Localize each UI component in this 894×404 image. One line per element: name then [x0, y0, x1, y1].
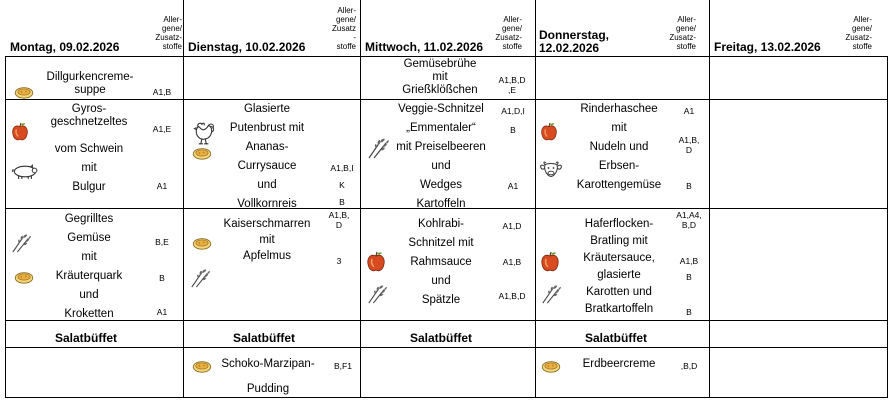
allergen-col-header — [476, 15, 522, 51]
meal-line: Karotten und — [586, 286, 652, 298]
allergen-code: A1,E — [152, 124, 172, 134]
meal-line: Kaiserschmarren — [223, 218, 311, 230]
allergen-code — [672, 135, 706, 155]
allergen-code: B — [159, 273, 165, 283]
meal-line: und — [257, 179, 277, 191]
cheese-icon — [13, 270, 35, 284]
allergen-header-line: - — [353, 33, 356, 42]
meal-line: Ananas- — [245, 141, 289, 153]
meal-line: Bulgur — [72, 181, 106, 193]
allergen-header-line: stoffe — [676, 42, 696, 51]
meal-line: mit — [81, 251, 97, 263]
allergen-code: A1,B — [679, 256, 699, 266]
meal-text — [34, 103, 144, 129]
meal-line: und — [79, 289, 99, 301]
cheese-icon — [191, 359, 213, 373]
allergen-code: A1 — [156, 307, 168, 317]
cheese-icon — [540, 359, 562, 373]
allergen-header-line: gene/ — [851, 24, 872, 33]
day-header-line: Donnerstag, — [539, 28, 610, 42]
meal-line: Erbsen- — [598, 160, 640, 172]
wheat-icon — [189, 268, 211, 288]
meal-line: Gyros- — [71, 103, 107, 115]
meal-line: Wedges — [420, 179, 462, 191]
meal-line: Glasierte — [243, 103, 291, 115]
meal-text — [385, 218, 497, 307]
allergen-code: A1 — [507, 181, 519, 191]
allergen-code: A1,B,D — [498, 291, 526, 301]
meal-line: Karottengemüse — [576, 179, 662, 191]
allergen-header-line: Aller- — [337, 6, 356, 15]
apple-icon — [366, 251, 386, 273]
day-header-mo: Montag, 09.02.2026 — [10, 40, 120, 54]
meal-text — [380, 58, 500, 97]
meal-line: mit — [611, 122, 627, 134]
allergen-header-line: Zusatz — [331, 24, 356, 33]
cheese-icon — [191, 146, 213, 160]
allergen-header-line: Zusatz- — [845, 33, 872, 42]
allergen-code: ,B,D — [680, 361, 698, 371]
allergen-line: D — [335, 220, 343, 230]
allergen-col-header — [136, 15, 182, 51]
meal-line: Erdbeercreme — [582, 358, 656, 370]
allergen-header-line: stoffe — [162, 42, 182, 51]
allergen-header-line: gene/ — [161, 24, 182, 33]
day-header-line: 12.02.2026 — [539, 41, 600, 55]
allergen-col-header — [650, 15, 696, 51]
meal-line: Vollkornreis — [237, 198, 297, 210]
allergen-line: A1,D,I — [501, 106, 525, 116]
allergen-line: B — [510, 125, 516, 135]
meal-line: Haferflocken- — [584, 218, 654, 230]
salad-label: Salatbüffet — [584, 331, 647, 345]
meal-line: Schoko-Marzipan- — [221, 358, 315, 370]
meal-line: glasierte — [597, 269, 641, 281]
allergen-code: B — [686, 181, 692, 191]
allergen-code: B,E — [155, 237, 169, 247]
meal-line: Dillgurkencreme- — [46, 71, 134, 83]
meal-line: Rahmsauce — [410, 256, 472, 268]
meal-line: Kohlrabi- — [417, 218, 465, 230]
salad-label: Salatbüffet — [54, 331, 117, 345]
meal-text — [34, 213, 144, 321]
meal-line: Gemüsebrühe — [403, 58, 477, 70]
allergen-code: B,F1 — [334, 361, 352, 371]
allergen-col-header — [826, 15, 872, 51]
allergen-header-line: gene/ — [675, 24, 696, 33]
allergen-code — [496, 106, 530, 135]
allergen-header-line: Aller- — [503, 15, 522, 24]
allergen-line: K — [339, 180, 345, 190]
allergen-line: A1,B,D — [498, 75, 526, 85]
day-header-do — [539, 29, 609, 55]
salad-label: Salatbüffet — [232, 331, 295, 345]
allergen-line: D — [685, 145, 693, 155]
allergen-line: B,D — [681, 220, 697, 230]
allergen-code: 3 — [336, 256, 342, 266]
meal-line: Kräuterquark — [55, 270, 123, 282]
grid-h-line — [5, 397, 888, 398]
apple-icon — [11, 122, 29, 142]
grid-v-line — [709, 0, 710, 398]
meal-line: Grießklößchen — [402, 84, 478, 96]
allergen-header-line: Zusatz- — [155, 33, 182, 42]
apple-icon — [540, 251, 560, 273]
cheese-icon — [191, 236, 213, 250]
allergen-line: A1,A4, — [676, 210, 702, 220]
allergen-code: A1 — [683, 106, 695, 116]
meal-text — [563, 103, 675, 192]
meal-line: Kräutersauce, — [583, 252, 655, 264]
allergen-line: A1,B, — [328, 210, 350, 220]
meal-line: geschnetzeltes — [50, 116, 128, 128]
allergen-header-line: gene/ — [335, 15, 356, 24]
meal-line: und — [431, 275, 451, 287]
allergen-code — [325, 163, 359, 207]
allergen-header-line: Zusatz- — [669, 33, 696, 42]
meal-line: Spätzle — [421, 294, 461, 306]
meal-text — [212, 218, 322, 263]
meal-line: Pudding — [246, 383, 290, 395]
apple-icon — [540, 122, 558, 142]
allergen-line: A1,B,I — [330, 163, 354, 173]
cow-icon — [538, 160, 564, 178]
allergen-header-line: Aller- — [853, 15, 872, 24]
grid-h-line — [5, 347, 888, 348]
allergen-code — [671, 210, 707, 230]
meal-text — [212, 358, 324, 396]
meal-line: Bratkartoffeln — [584, 303, 654, 315]
wheat-icon — [10, 233, 32, 253]
day-header-mi: Mittwoch, 11.02.2026 — [365, 40, 484, 54]
meal-line: „Emmentaler“ — [406, 122, 476, 134]
meal-line: mit — [259, 234, 275, 246]
meal-line: Apfelmus — [243, 250, 291, 262]
meal-text — [385, 103, 497, 211]
meal-line: Putenbrust mit — [229, 122, 305, 134]
meal-line: mit Preiselbeeren — [396, 141, 486, 153]
meal-line: mit — [432, 71, 448, 83]
allergen-code: A1,B — [152, 87, 172, 97]
meal-line: Nudeln und — [589, 141, 649, 153]
grid-v-line — [5, 56, 6, 398]
allergen-code — [493, 75, 531, 95]
meal-line: Kroketten — [64, 308, 114, 320]
meal-text — [212, 103, 322, 211]
allergen-code: B — [686, 307, 692, 317]
meal-line: Gemüse — [67, 232, 111, 244]
allergen-code — [322, 210, 356, 230]
allergen-header-line: stoffe — [852, 42, 872, 51]
meal-line: Kartoffeln — [416, 198, 466, 210]
meal-text — [30, 71, 150, 97]
meal-line: Currysauce — [237, 160, 297, 172]
salad-label: Salatbüffet — [409, 331, 472, 345]
meal-line: Veggie-Schnitzel — [398, 103, 484, 115]
allergen-col-header — [310, 6, 356, 51]
meal-text — [34, 143, 144, 194]
meal-line: suppe — [74, 84, 106, 96]
allergen-line: ,E — [507, 85, 517, 95]
grid-h-line — [5, 99, 888, 100]
day-header-di: Dienstag, 10.02.2026 — [188, 40, 306, 54]
meal-line: Bratling mit — [590, 235, 648, 247]
meal-line: Gegrilltes — [64, 213, 114, 225]
meal-line: mit — [81, 162, 97, 174]
meal-line: vom Schwein — [54, 143, 124, 155]
allergen-code: A1,D — [502, 221, 522, 231]
allergen-code: A1,B — [502, 257, 522, 267]
meal-text — [563, 358, 675, 371]
meal-line: Schnitzel mit — [408, 237, 474, 249]
day-header-fr: Freitag, 13.02.2026 — [714, 40, 821, 54]
grid-h-line — [5, 56, 888, 57]
meal-line: und — [431, 160, 451, 172]
meal-line: Rinderhaschee — [580, 103, 658, 115]
allergen-line: A1,B, — [678, 135, 700, 145]
allergen-header-line: Aller- — [677, 15, 696, 24]
allergen-header-line: gene/ — [501, 24, 522, 33]
wheat-icon — [540, 284, 562, 304]
allergen-header-line: Aller- — [163, 15, 182, 24]
allergen-header-line: stoffe — [336, 42, 356, 51]
allergen-line: B — [339, 197, 345, 207]
allergen-code: A1 — [156, 181, 168, 191]
grid-v-line — [887, 56, 888, 398]
allergen-code: B — [686, 272, 692, 282]
meal-text — [563, 218, 675, 316]
allergen-header-line: stoffe — [502, 42, 522, 51]
allergen-header-line: Zusatz- — [495, 33, 522, 42]
